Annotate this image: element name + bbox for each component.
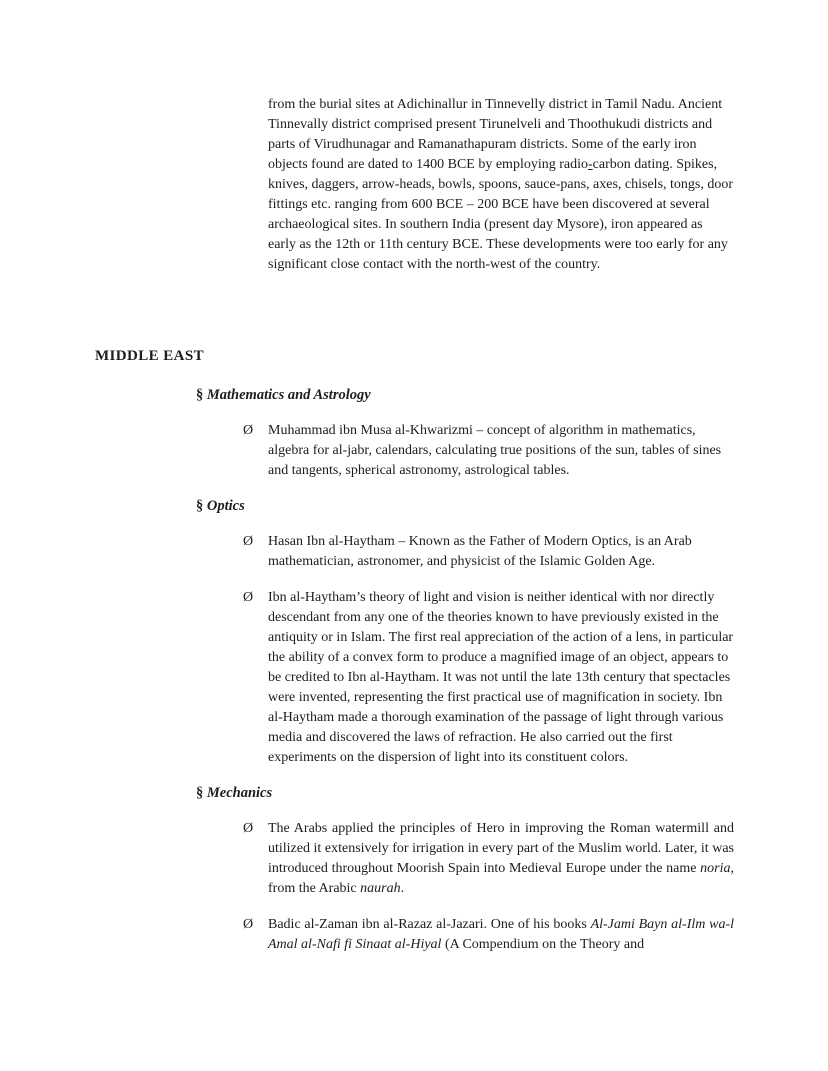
text-run: Ibn al-Haytham’s theory of light and vision is neither identical with nor directly descendant from any one of the theories known to have previously existed in the antiquity or in Islam. The first real appreciation of the action of a lens, in particular the ability of a convex form to produce a magnified image of an object, appears to be credited to Ibn al-Haytham. It was not until the late 13th century that spectacles were invented, representing the first practical use of magnification in society. Ibn al-Haytham made a thorough examination of the passage of light through various media and discovered the laws of refraction. He also carried out the first experiments on the dispersion of light into its constituent colors. [268,590,734,765]
subsection-title-text: Mathematics and Astrology [206,387,371,403]
subsection-title-text: Mechanics [206,785,273,801]
text-run: - [588,157,593,172]
subsection-title [196,385,828,405]
subsection-title [196,496,828,516]
bullet-marker: Ø [243,917,254,932]
bullet-item [243,915,734,955]
text-run: noria [700,861,731,876]
bullet-item [243,588,734,768]
section-symbol: § [196,785,204,801]
subsection-title [196,783,828,803]
section-symbol: § [196,498,204,514]
bullet-item [243,819,734,899]
bullet-item [243,532,734,572]
text-run: from the burial sites at Adichinallur in Tinnevelly district in Tamil Nadu. Ancient Tinnevally district comprised present Tirunelveli and Thoothukudi districts and parts of Virudhunagar and Ramanathapuram districts. Some of the early iron objects found are dated to 1400 BCE by employing radio [268,97,723,172]
bullet-item [243,421,734,481]
text-run: (A Compendium on the Theory and [441,937,645,952]
text-run: carbon dating. Spikes, knives, daggers, arrow-heads, bowls, spoons, sauce-pans, axes, chisels, tongs, door fittings etc. ranging from 600 BCE – 200 BCE have been discovered at several archaeological sites. In southern India (present day Mysore), iron appeared as early as the 12th or 11th century BCE. These developments were too early for any significant close contact with the north-west of the country. [268,157,734,272]
intro-paragraph [268,95,734,275]
text-run: Badic al-Zaman ibn al-Razaz al-Jazari. One of his books [268,917,591,932]
bullet-marker: Ø [243,590,254,605]
text-run: Al-Jami Bayn al-Ilm wa-l Amal al-Nafi fi Sinaat al-Hiyal [268,917,734,952]
text-run: The Arabs applied the principles of Hero in improving the Roman watermill and utilized it extensively for irrigation in every part of the Muslim world. Later, it was introduced throughout Moorish Spain into Medieval Europe under the name [268,821,734,876]
text-run: . [400,881,405,896]
subsections [0,383,828,955]
text-run: , from the Arabic [268,861,734,896]
text-run: Muhammad ibn Musa al-Khwarizmi – concept of algorithm in mathematics, algebra for al-jabr, calendars, calculating true positions of the sun, tables of sines and tangents, spherical astronomy, astrological tables. [268,423,722,478]
subsection-title-text: Optics [206,498,245,514]
text-run: naurah [360,881,401,896]
text-run: Hasan Ibn al-Haytham – Known as the Father of Modern Optics, is an Arab mathematician, astronomer, and physicist of the Islamic Golden Age. [268,534,692,569]
section-heading: MIDDLE EAST [95,348,205,364]
bullet-marker: Ø [243,534,254,549]
section-symbol: § [196,387,204,403]
bullet-marker: Ø [243,821,254,836]
bullet-marker: Ø [243,423,254,438]
